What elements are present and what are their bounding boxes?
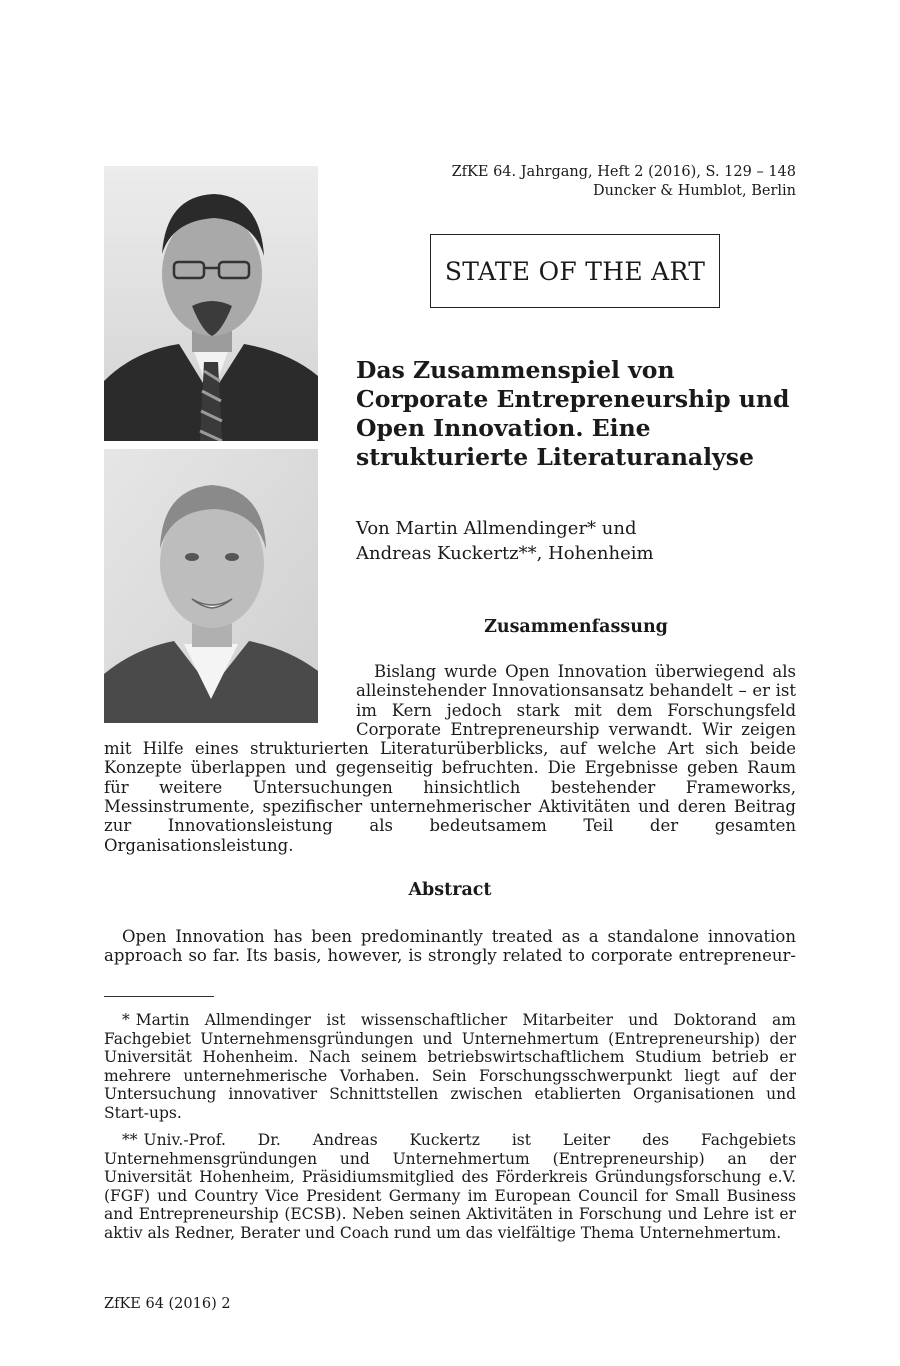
journal-line-2: Duncker & Humblot, Berlin xyxy=(592,183,796,199)
footnote-2-text: Univ.-Prof. Dr. Andreas Kuckertz ist Leiter des Fachgebiets Unternehmensgründungen und Unternehmertum (Entrepreneurship) an der Universität Hohenheim, Präsidiumsmitglied des Förderkreis Gründungsforschung e.V. (FGF) und Country Vice President Germany im European Council for Small Business and Entrepreneurship (ECSB). Neben seinen Aktivitäten in Forschung und Lehre ist er aktiv als Redner, Berater und Coach rund um das vielfältige Thema Unternehmertum. xyxy=(104,1131,796,1242)
page-footer: ZfKE 64 (2016) 2 xyxy=(104,1296,231,1312)
section-label: STATE OF THE ART xyxy=(444,256,706,286)
zusammenfassung-text: Bislang wurde Open Innovation überwiegend als alleinstehender Innovationsansatz behandelt – er ist im Kern jedoch stark mit dem Forschungsfeld Corporate Entrepreneurship verwandt. Wir zeigen mit Hilfe eines strukturierten Literaturüberblicks, auf welche Art sich beide Konzepte überlappen und gegenseitig befruchten. Die Ergebnisse geben Raum für weitere Untersuchungen hinsichtlich bestehender Frameworks, Messinstrumente, spezifischer unternehmerischer Aktivitäten und deren Beitrag zur Innovationsleistung als bedeutsamem Teil der gesamten Organisationsleistung. xyxy=(104,662,796,855)
journal-citation xyxy=(452,163,796,201)
footnote-divider xyxy=(104,996,214,997)
abstract-paragraph xyxy=(104,927,796,966)
author-line-2: Andreas Kuckertz**, Hohenheim xyxy=(356,543,654,564)
article-title: Das Zusammenspiel von Corporate Entrepreneurship und Open Innovation. Eine strukturierte Literaturanalyse xyxy=(356,356,790,471)
section-label-box xyxy=(430,234,720,308)
abstract-text: Open Innovation has been predominantly treated as a standalone innovation approach so far. Its basis, however, is strongly related to corporate entrepreneur- xyxy=(104,927,796,966)
journal-line-1: ZfKE 64. Jahrgang, Heft 2 (2016), S. 129 – 148 xyxy=(451,164,796,180)
zusammenfassung-heading: Zusammenfassung xyxy=(484,617,668,637)
footnote-2 xyxy=(104,1131,796,1243)
abstract-heading: Abstract xyxy=(408,880,492,900)
footnote-1-text: Martin Allmendinger ist wissenschaftlicher Mitarbeiter und Doktorand am Fachgebiet Unternehmensgründungen und Unternehmertum (Entrepreneurship) der Universität Hohenheim. Nach seinem betriebswirtschaftlichem Studium betrieb er mehrere unternehmerische Vorhaben. Sein Forschungsschwerpunkt liegt auf der Untersuchung innovativer Schnittstellen zwischen etablierten Organisationen und Start-ups. xyxy=(104,1011,796,1122)
footnote-1 xyxy=(104,1011,796,1123)
zusammenfassung-paragraph xyxy=(104,662,796,855)
author-line-1: Von Martin Allmendinger* und xyxy=(356,518,637,539)
author-photo-allmendinger xyxy=(104,166,318,441)
author-line xyxy=(356,516,796,566)
footnote-2-mark: ** xyxy=(122,1131,138,1149)
footnote-1-mark: * xyxy=(122,1011,130,1029)
